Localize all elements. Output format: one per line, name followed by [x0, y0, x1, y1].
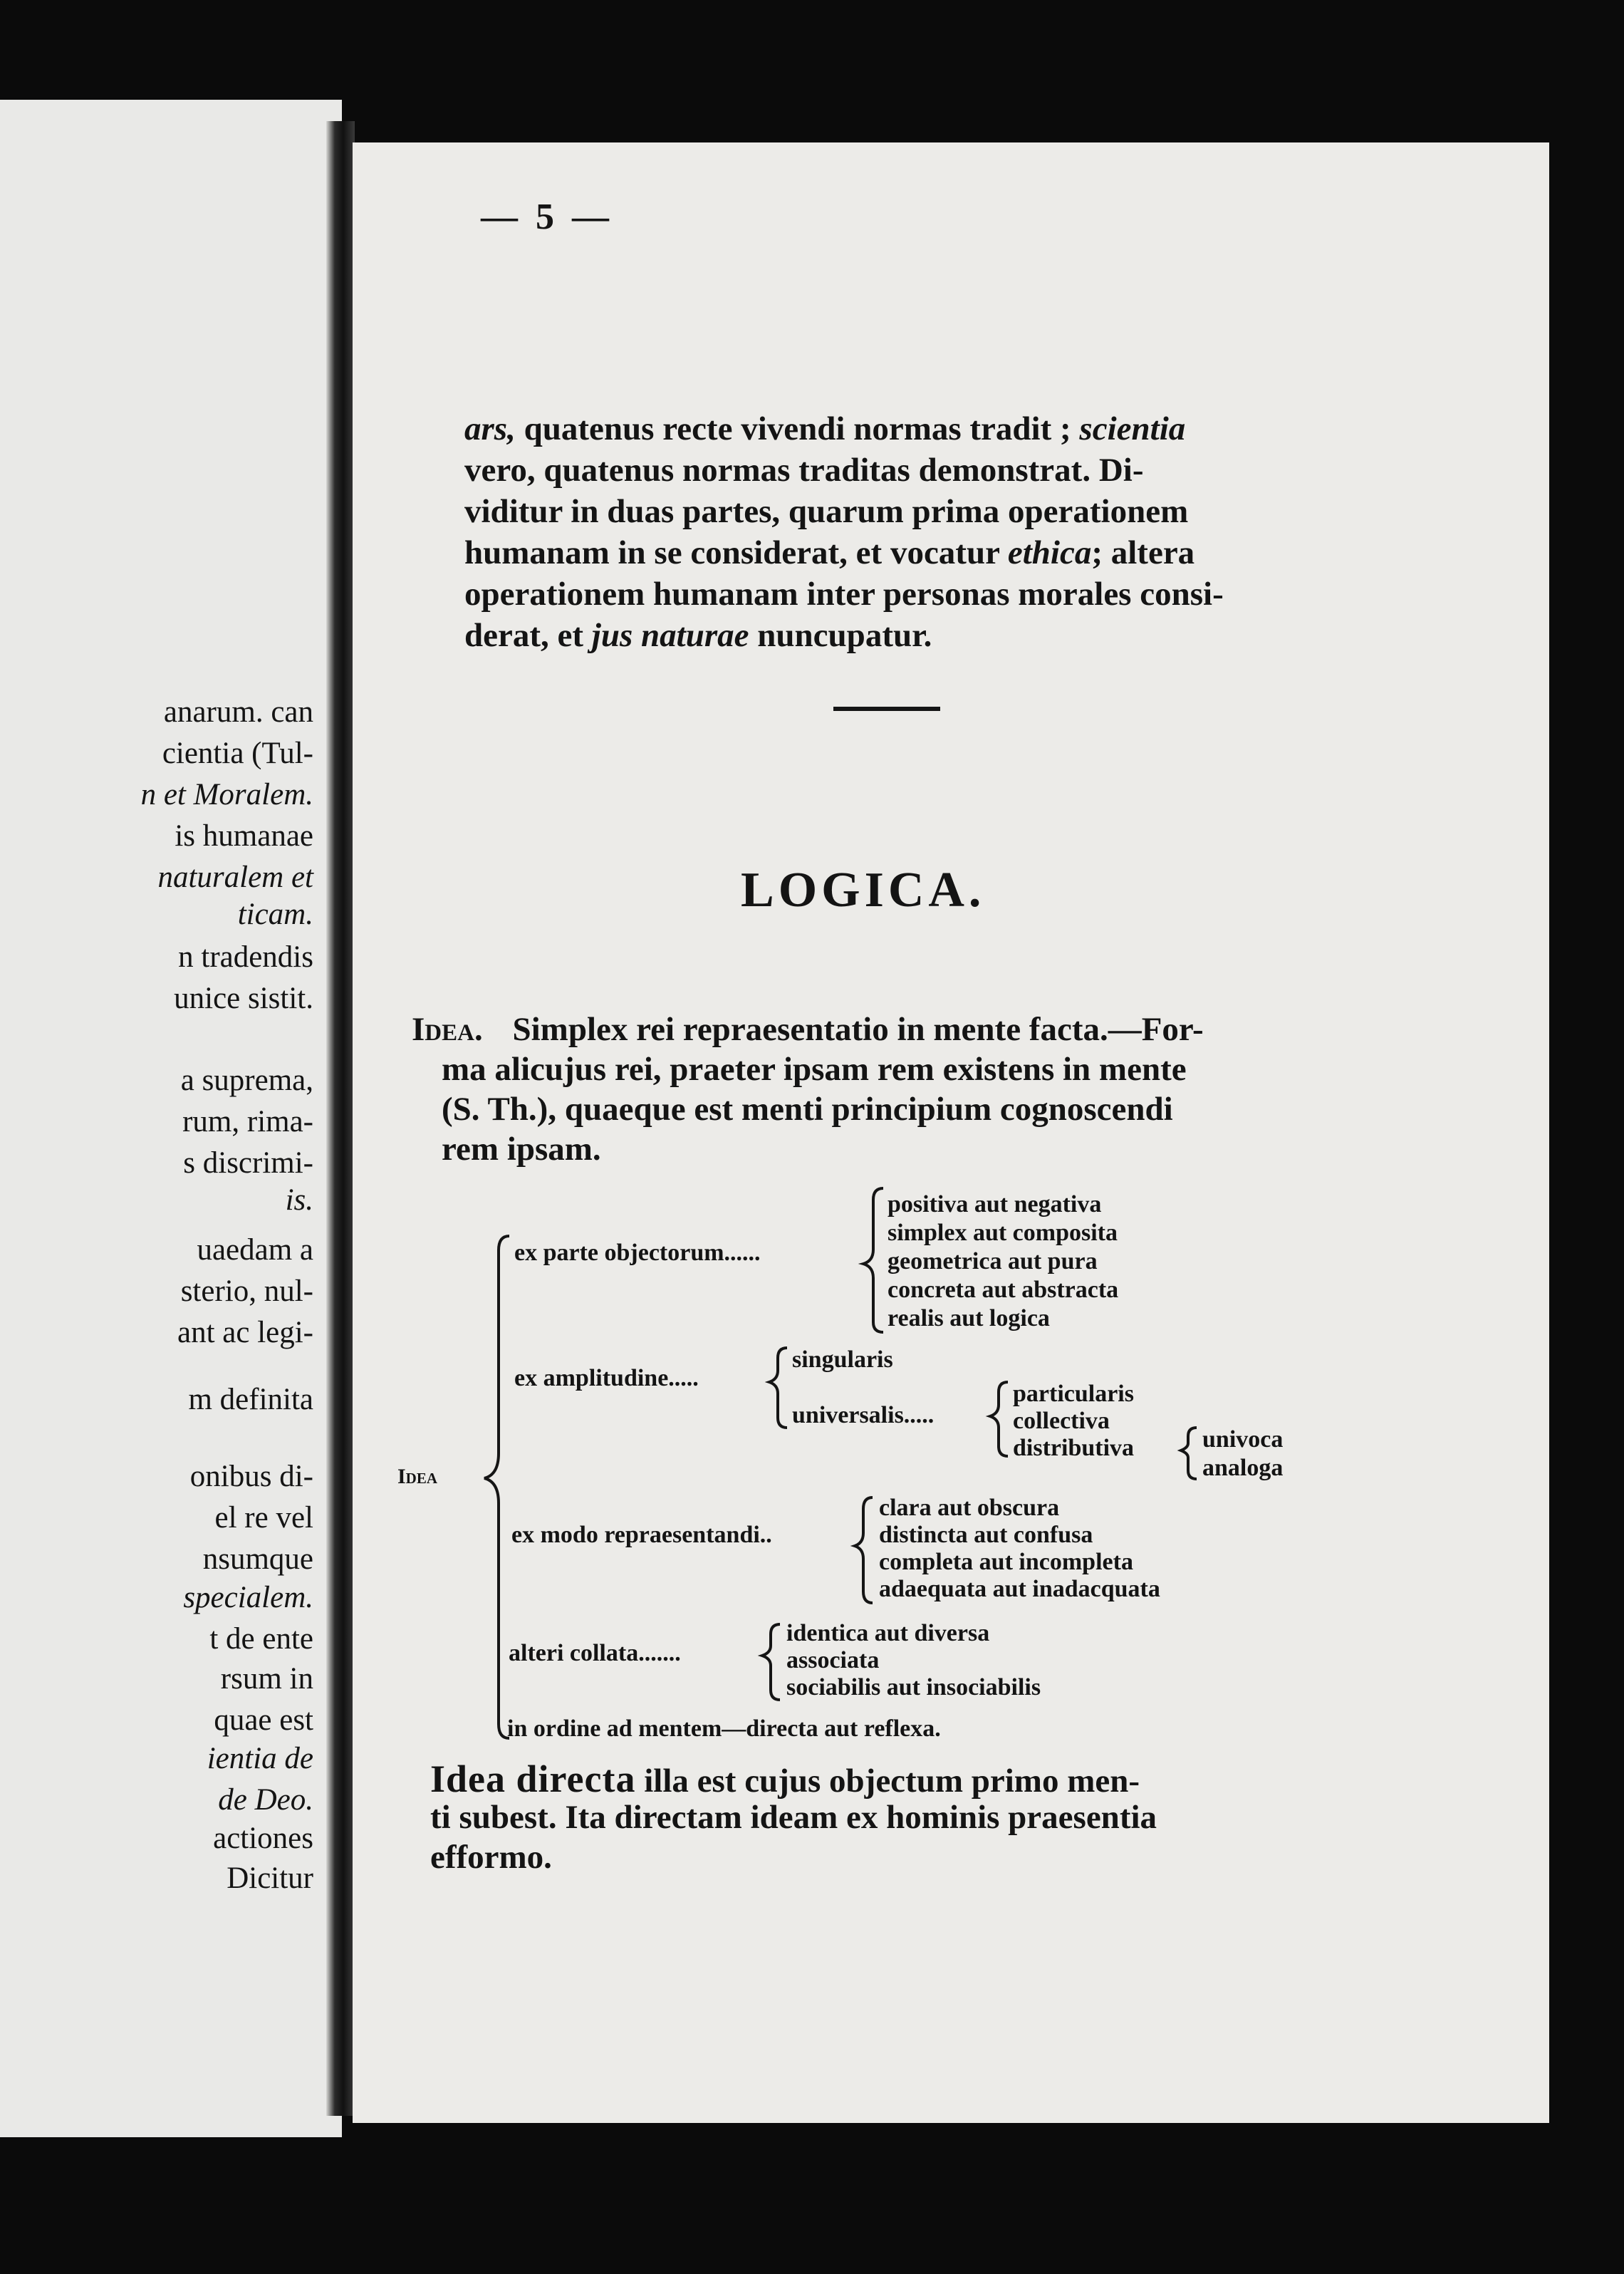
intro-line-3: viditur in duas partes, quarum prima operationem	[464, 493, 1189, 530]
idea-definition-line-3: (S. Th.), quaeque est menti principium cognoscendi	[442, 1091, 1173, 1128]
tree-singularis: singularis	[792, 1346, 893, 1373]
left-page-line: t de ente	[209, 1622, 313, 1656]
left-page-line: sterio, nul-	[180, 1274, 313, 1308]
left-page-line: rum, rima-	[182, 1105, 313, 1138]
left-page-line: m definita	[188, 1383, 313, 1416]
tree-distributiva-item: analoga	[1202, 1455, 1284, 1481]
idea-directa-term: Idea directa	[430, 1758, 636, 1800]
left-page-line: nsumque	[202, 1542, 313, 1576]
tree-objectorum-item: concreta aut abstracta	[888, 1277, 1119, 1303]
left-page-line: cientia (Tul-	[162, 737, 313, 770]
left-page-line: uaedam a	[197, 1233, 313, 1267]
tree-collata-item: associata	[786, 1647, 880, 1673]
left-page-line: Dicitur	[227, 1862, 313, 1895]
tree-root-label: Idea	[397, 1465, 438, 1488]
intro-line-2: vero, quatenus normas traditas demonstrat. Di-	[464, 452, 1144, 489]
intro-line-4: humanam in se considerat, et vocatur ethica; altera	[464, 534, 1195, 571]
left-page-line: naturalem et	[157, 861, 313, 894]
idea-definition-line-4: rem ipsam.	[442, 1131, 601, 1168]
tree-universalis-item: particularis	[1013, 1381, 1134, 1407]
page-number: — 5 —	[481, 197, 613, 237]
tree-modo-item: adaequata aut inadacquata	[879, 1576, 1160, 1602]
left-page-line: el re vel	[214, 1501, 313, 1535]
left-page-line: ientia de	[207, 1742, 313, 1775]
tree-objectorum-item: simplex aut composita	[888, 1220, 1118, 1246]
left-page-line: ant ac legi-	[177, 1316, 313, 1349]
left-page-line: specialem.	[183, 1581, 313, 1614]
left-page-line: n et Moralem.	[140, 778, 313, 811]
tree-modo-label: ex modo repraesentandi..	[511, 1522, 772, 1548]
tree-objectorum-label: ex parte objectorum......	[514, 1240, 761, 1266]
section-heading: LOGICA.	[741, 863, 986, 918]
left-page-line: de Deo.	[218, 1783, 313, 1817]
tree-universalis-item: collectiva	[1013, 1408, 1110, 1434]
tree-distributiva-item: univoca	[1202, 1426, 1284, 1453]
tree-universalis: universalis.....	[792, 1402, 935, 1428]
tree-universalis-item: distributiva	[1013, 1435, 1135, 1461]
left-page-line: a suprema,	[180, 1064, 313, 1097]
intro-term-ethica: ethica	[1007, 534, 1092, 571]
left-page-line: is humanae	[175, 819, 313, 853]
idea-term: Idea.	[412, 1011, 483, 1048]
tree-objectorum-item: realis aut logica	[888, 1305, 1050, 1331]
tree-modo-item: completa aut incompleta	[879, 1549, 1133, 1575]
left-page-line: n tradendis	[178, 940, 313, 974]
idea-directa-line-3: efformo.	[430, 1839, 552, 1876]
intro-term-jus-naturae: jus naturae	[591, 617, 749, 654]
tree-ordine-line: in ordine ad mentem—directa aut reflexa.	[507, 1715, 941, 1742]
idea-directa-line-2: ti subest. Ita directam ideam ex hominis praesentia	[430, 1799, 1157, 1836]
tree-objectorum-item: positiva aut negativa	[888, 1191, 1102, 1218]
intro-line-1: ars, quatenus recte vivendi normas tradit ; scientia	[464, 410, 1186, 447]
left-page-line: ticam.	[237, 898, 313, 931]
left-page-line: onibus di-	[189, 1460, 313, 1493]
left-page-line: unice sistit.	[174, 982, 313, 1015]
left-page-line: quae est	[214, 1703, 313, 1737]
idea-definition-line-2: ma alicujus rei, praeter ipsam rem existens in mente	[442, 1051, 1187, 1088]
intro-line-6: derat, et jus naturae nuncupatur.	[464, 617, 932, 654]
idea-definition-line-1: Idea. Simplex rei repraesentatio in mente facta.—For-	[412, 1011, 1204, 1048]
tree-modo-item: distincta aut confusa	[879, 1522, 1093, 1548]
left-page-line: is.	[285, 1183, 313, 1217]
intro-term-scientia: scientia	[1079, 410, 1186, 447]
left-page-line: actiones	[213, 1822, 313, 1855]
intro-term-ars: ars,	[464, 410, 516, 447]
tree-collata-item: sociabilis aut insociabilis	[786, 1674, 1041, 1701]
left-page-line: rsum in	[220, 1662, 313, 1696]
left-page-line: anarum. can	[163, 695, 313, 729]
tree-amplitudine-label: ex amplitudine.....	[514, 1365, 699, 1391]
tree-modo-item: clara aut obscura	[879, 1495, 1060, 1521]
intro-line-5: operationem humanam inter personas morales consi-	[464, 576, 1224, 613]
left-page-line: s discrimi-	[183, 1146, 313, 1180]
tree-collata-item: identica aut diversa	[786, 1620, 990, 1646]
tree-objectorum-item: geometrica aut pura	[888, 1248, 1098, 1274]
tree-collata-label: alteri collata.......	[509, 1640, 681, 1666]
idea-directa-line-1: Idea directa illa est cujus objectum primo men-	[430, 1758, 1140, 1800]
